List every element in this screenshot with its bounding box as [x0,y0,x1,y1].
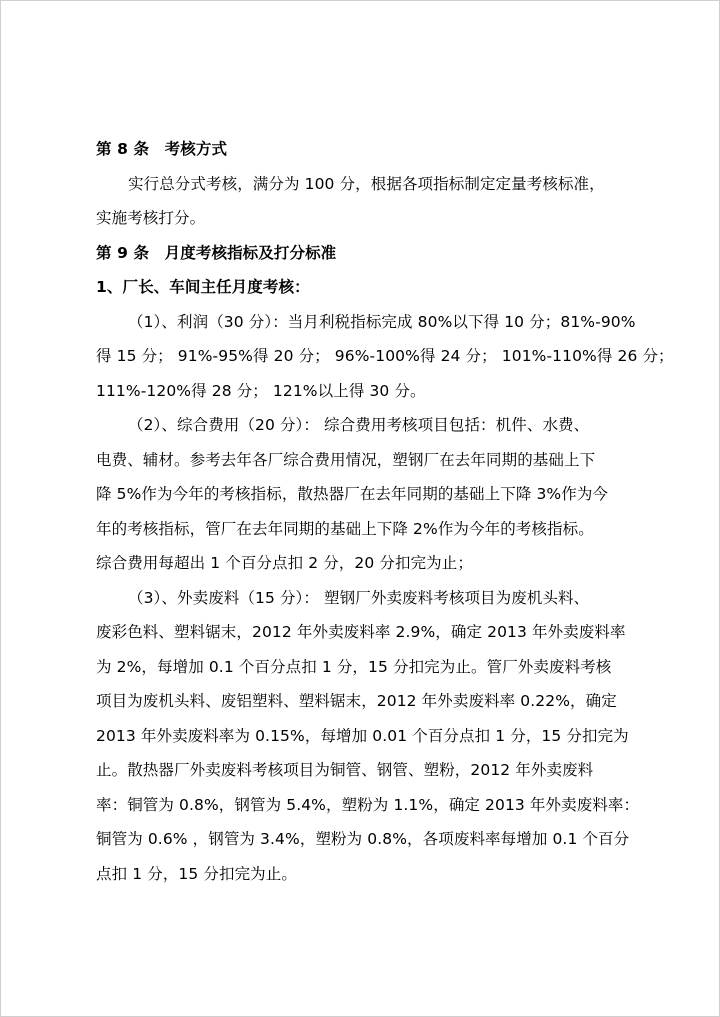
article-8-heading: 第 8 条 考核方式 [96,140,228,158]
item-2-text-line: （2）、综合费用（20 分）： 综合费用考核项目包括：机件、水费、 [128,416,590,434]
item-2-text-line: 降 5%作为今年的考核指标，散热器厂在去年同期的基础上下降 3%作为今 [96,485,609,503]
item-1-text-line: 111%-120%得 28 分； 121%以上得 30 分。 [96,381,426,400]
item-3-text-line: 为 2%，每增加 0.1 个百分点扣 1 分，15 分扣完为止。管厂外卖废料考核 [96,657,612,676]
item-3-text-line: 点扣 1 分，15 分扣完为止。 [96,864,297,883]
item-1-text-line: （1）、利润（30 分）：当月利税指标完成 80%以下得 10 分；81%-90% [128,312,636,331]
item-3-text-line: 率：铜管为 0.8%，钢管为 5.4%，塑粉为 1.1%，确定 2013 年外卖废料率： [96,795,640,814]
item-2-text-line: 年的考核指标，管厂在去年同期的基础上下降 2%作为今年的考核指标。 [96,519,594,538]
section-1-heading: 1、厂长、车间主任月度考核： [96,278,310,296]
item-3-text-line: （3）、外卖废料（15 分）： 塑钢厂外卖废料考核项目为废机头料、 [128,588,590,607]
item-3-text-line: 铜管为 0.6% ，钢管为 3.4%，塑粉为 0.8%，各项废料率每增加 0.1 个百分 [96,830,630,848]
article-8-text-line: 实施考核打分。 [96,209,206,227]
item-3-text-line: 废彩色料、塑料锯末，2012 年外卖废料率 2.9%，确定 2013 年外卖废料率 [96,623,626,641]
article-9-heading: 第 9 条 月度考核指标及打分标准 [96,243,337,262]
item-3-text-line: 止。散热器厂外卖废料考核项目为铜管、钢管、塑粉，2012 年外卖废料 [96,761,594,779]
article-8-text-line: 实行总分式考核，满分为 100 分，根据各项指标制定定量考核标准， [128,174,605,193]
item-1-text-line: 得 15 分； 91%-95%得 20 分； 96%-100%得 24 分； 101%-110%得 26 分； [96,347,674,365]
document-body [96,132,674,891]
item-3-text-line: 2013 年外卖废料率为 0.15%，每增加 0.01 个百分点扣 1 分，15 分扣完为 [96,726,629,745]
item-3-text-line: 项目为废机头料、废铝塑料、塑料锯末，2012 年外卖废料率 0.22%，确定 [96,692,617,710]
item-2-text-line: 电费、辅材。参考去年各厂综合费用情况，塑钢厂在去年同期的基础上下 [96,450,596,469]
item-2-text-line: 综合费用每超出 1 个百分点扣 2 分，20 分扣完为止； [96,554,473,572]
